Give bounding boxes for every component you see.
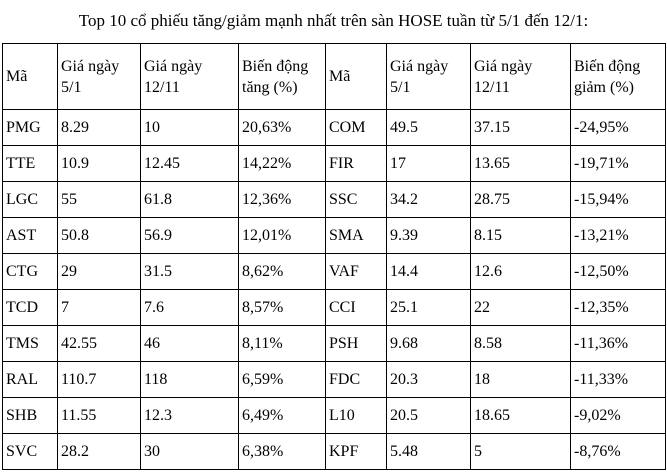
loser-price-start-cell: 20.3: [387, 362, 471, 398]
gainer-change-cell: 12,01%: [239, 218, 326, 254]
gainer-price-start-cell: 8.29: [58, 110, 141, 146]
loser-price-end-cell: 8.58: [471, 326, 571, 362]
gainer-price-end-cell: 46: [141, 326, 239, 362]
gainer-price-end-cell: 10: [141, 110, 239, 146]
gainer-code-cell: PMG: [3, 110, 58, 146]
loser-code-cell: KPF: [326, 434, 387, 470]
loser-price-start-cell: 20.5: [387, 398, 471, 434]
gainer-price-end-cell: 61.8: [141, 182, 239, 218]
gainer-price-start-cell: 55: [58, 182, 141, 218]
loser-code-cell: L10: [326, 398, 387, 434]
gainer-price-start-cell: 7: [58, 290, 141, 326]
loser-code-cell: FIR: [326, 146, 387, 182]
loser-price-end-cell: 8.15: [471, 218, 571, 254]
table-header-row: [3, 44, 666, 110]
gainer-change-cell: 6,59%: [239, 362, 326, 398]
gainer-price-start-cell: 10.9: [58, 146, 141, 182]
gainer-price-start-cell: 29: [58, 254, 141, 290]
gainer-price-end-cell: 118: [141, 362, 239, 398]
loser-price-start-cell: 34.2: [387, 182, 471, 218]
loser-change-cell: -24,95%: [571, 110, 666, 146]
gainer-price-end-cell: 7.6: [141, 290, 239, 326]
loser-change-cell: -12,35%: [571, 290, 666, 326]
gainer-price-start-cell: 28.2: [58, 434, 141, 470]
table-row: [3, 290, 666, 326]
loser-price-end-cell: 18.65: [471, 398, 571, 434]
loser-price-end-cell: 28.75: [471, 182, 571, 218]
header-gainer-price-12-11: Giá ngày 12/11: [141, 44, 239, 110]
loser-change-cell: -15,94%: [571, 182, 666, 218]
gainer-code-cell: RAL: [3, 362, 58, 398]
loser-price-start-cell: 5.48: [387, 434, 471, 470]
gainer-price-start-cell: 50.8: [58, 218, 141, 254]
gainer-change-cell: 20,63%: [239, 110, 326, 146]
header-gainer-change: Biến động tăng (%): [239, 44, 326, 110]
loser-price-start-cell: 25.1: [387, 290, 471, 326]
loser-change-cell: -9,02%: [571, 398, 666, 434]
loser-code-cell: SMA: [326, 218, 387, 254]
loser-price-end-cell: 18: [471, 362, 571, 398]
gainer-code-cell: LGC: [3, 182, 58, 218]
gainer-price-end-cell: 56.9: [141, 218, 239, 254]
loser-price-end-cell: 5: [471, 434, 571, 470]
loser-price-start-cell: 9.39: [387, 218, 471, 254]
loser-price-end-cell: 13.65: [471, 146, 571, 182]
gainer-change-cell: 8,11%: [239, 326, 326, 362]
loser-change-cell: -12,50%: [571, 254, 666, 290]
header-loser-code: Mã: [326, 44, 387, 110]
gainer-change-cell: 6,49%: [239, 398, 326, 434]
loser-price-start-cell: 9.68: [387, 326, 471, 362]
gainer-change-cell: 8,62%: [239, 254, 326, 290]
loser-price-start-cell: 49.5: [387, 110, 471, 146]
gainer-change-cell: 12,36%: [239, 182, 326, 218]
loser-change-cell: -11,33%: [571, 362, 666, 398]
gainer-price-end-cell: 12.45: [141, 146, 239, 182]
gainer-code-cell: AST: [3, 218, 58, 254]
loser-change-cell: -19,71%: [571, 146, 666, 182]
gainer-code-cell: TTE: [3, 146, 58, 182]
table-row: [3, 326, 666, 362]
page-title: Top 10 cổ phiếu tăng/giảm mạnh nhất trên sàn HOSE tuần từ 5/1 đến 12/1:: [78, 11, 589, 30]
gainer-price-start-cell: 110.7: [58, 362, 141, 398]
header-gainer-price-5-1: Giá ngày 5/1: [58, 44, 141, 110]
stock-table: [2, 43, 666, 470]
gainer-change-cell: 14,22%: [239, 146, 326, 182]
table-row: [3, 254, 666, 290]
gainer-code-cell: TCD: [3, 290, 58, 326]
loser-price-start-cell: 14.4: [387, 254, 471, 290]
gainer-price-start-cell: 11.55: [58, 398, 141, 434]
header-loser-price-5-1: Giá ngày 5/1: [387, 44, 471, 110]
gainer-code-cell: SHB: [3, 398, 58, 434]
loser-price-start-cell: 17: [387, 146, 471, 182]
table-row: [3, 362, 666, 398]
loser-price-end-cell: 22: [471, 290, 571, 326]
header-loser-change: Biến động giảm (%): [571, 44, 666, 110]
loser-price-end-cell: 37.15: [471, 110, 571, 146]
gainer-price-end-cell: 12.3: [141, 398, 239, 434]
gainer-change-cell: 6,38%: [239, 434, 326, 470]
loser-code-cell: SSC: [326, 182, 387, 218]
gainer-price-start-cell: 42.55: [58, 326, 141, 362]
loser-change-cell: -13,21%: [571, 218, 666, 254]
table-row: [3, 110, 666, 146]
loser-code-cell: VAF: [326, 254, 387, 290]
loser-code-cell: COM: [326, 110, 387, 146]
gainer-code-cell: CTG: [3, 254, 58, 290]
gainer-price-end-cell: 30: [141, 434, 239, 470]
loser-code-cell: FDC: [326, 362, 387, 398]
header-loser-price-12-11: Giá ngày 12/11: [471, 44, 571, 110]
loser-code-cell: PSH: [326, 326, 387, 362]
header-gainer-code: Mã: [3, 44, 58, 110]
table-row: [3, 398, 666, 434]
table-row: [3, 434, 666, 470]
loser-code-cell: CCI: [326, 290, 387, 326]
loser-change-cell: -11,36%: [571, 326, 666, 362]
loser-price-end-cell: 12.6: [471, 254, 571, 290]
gainer-code-cell: TMS: [3, 326, 58, 362]
gainer-change-cell: 8,57%: [239, 290, 326, 326]
table-row: [3, 218, 666, 254]
table-row: [3, 146, 666, 182]
loser-change-cell: -8,76%: [571, 434, 666, 470]
table-row: [3, 182, 666, 218]
document-page: [0, 10, 667, 470]
gainer-code-cell: SVC: [3, 434, 58, 470]
gainer-price-end-cell: 31.5: [141, 254, 239, 290]
